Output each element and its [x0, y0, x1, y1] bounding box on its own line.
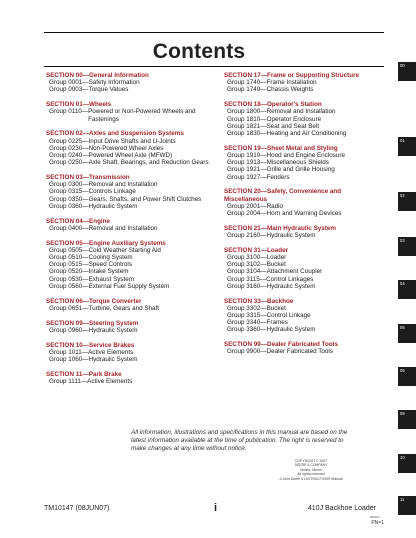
section-entry — [46, 298, 212, 312]
group-number: Group 1910— — [227, 152, 267, 160]
group-title: Bucket — [266, 304, 286, 312]
group-entry[interactable] — [224, 130, 384, 137]
copyright-line: DEERE & COMPANY — [294, 463, 328, 468]
group-entry[interactable] — [224, 86, 384, 93]
group-title: Chassis Weights — [266, 86, 314, 94]
group-number: Group 1830— — [227, 130, 267, 138]
group-number: Group 3100— — [227, 254, 267, 262]
group-entry[interactable] — [224, 166, 384, 173]
group-title: Dealer Fabricated Tools — [266, 348, 333, 356]
section-heading[interactable]: SECTION 04—Engine — [46, 217, 111, 225]
group-number: Group 3115— — [227, 275, 267, 283]
group-title: Intake System — [88, 268, 129, 276]
section-heading[interactable]: SECTION 05—Engine Auxiliary Systems — [46, 239, 166, 247]
section-tab-11[interactable]: 11 — [398, 496, 416, 515]
group-number: Group 1927— — [227, 173, 267, 181]
group-entry[interactable] — [46, 79, 212, 86]
group-entry[interactable] — [224, 268, 384, 275]
section-heading[interactable]: SECTION 01—Wheels — [46, 101, 112, 109]
group-title: Safety Information — [88, 79, 140, 87]
group-title: Exhaust System — [88, 275, 135, 283]
section-tab-10[interactable]: 10 — [398, 454, 416, 473]
group-entry[interactable] — [46, 283, 212, 290]
contents-right-column — [224, 72, 384, 363]
group-number: Group 0515— — [49, 261, 89, 269]
section-entry — [46, 240, 212, 290]
section-entry — [224, 247, 384, 290]
group-title: Control Linkage — [266, 312, 311, 320]
footer-doc-id: TM10147 (08JUN07) — [44, 505, 110, 512]
group-title: Control Linkages — [266, 275, 314, 283]
group-entry[interactable] — [46, 196, 212, 203]
group-title: External Fuel Supply System — [88, 282, 170, 290]
copyright-block — [275, 459, 347, 481]
group-entry[interactable] — [224, 283, 384, 290]
group-title: Hydraulic System — [88, 326, 138, 334]
group-entry[interactable] — [46, 276, 212, 283]
group-number: Group 1800— — [227, 108, 267, 116]
section-entry — [46, 218, 212, 232]
group-entry[interactable] — [46, 247, 212, 254]
section-heading[interactable]: SECTION 00—General Information — [46, 72, 149, 79]
group-entry[interactable] — [46, 86, 212, 93]
group-entry[interactable] — [46, 138, 212, 145]
group-number: Group 1060— — [49, 356, 89, 364]
group-title: Operator Enclosure — [266, 115, 322, 123]
disclaimer-notice: All information, illustrations and specifications in this manual are based on the latest information available at the time of publication. The right is reserved to make changes at any time without notice. — [131, 429, 348, 452]
group-title: Input Drive Shafts and U-Joints — [88, 137, 176, 145]
group-title: Gears, Shafts, and Power Shift Clutches — [88, 195, 202, 203]
group-number: Group 9900— — [227, 348, 267, 356]
group-title: Radio — [266, 202, 284, 210]
group-title: Hydraulic System — [266, 326, 316, 334]
section-tab-00[interactable]: 00 — [398, 62, 416, 81]
section-entry — [46, 342, 212, 364]
group-title: Removal and Installation — [266, 108, 336, 116]
section-heading[interactable]: SECTION 10—Service Brakes — [46, 341, 135, 349]
group-entry[interactable] — [224, 232, 384, 239]
group-title: Heating and Air Conditioning — [266, 130, 347, 138]
group-title: Hydraulic System — [88, 202, 138, 210]
section-heading[interactable]: SECTION 11—Park Brake — [46, 370, 122, 378]
section-heading[interactable]: SECTION 06—Torque Converter — [46, 297, 142, 305]
group-entry[interactable] — [224, 116, 384, 123]
group-entry[interactable] — [46, 108, 212, 122]
group-number: Group 0510— — [49, 254, 89, 262]
section-heading[interactable]: SECTION 33—Backhoe — [224, 297, 294, 305]
group-entry[interactable] — [46, 225, 212, 232]
group-title: Horn and Warning Devices — [266, 210, 342, 218]
section-heading[interactable]: SECTION 02—Axles and Suspension Systems — [46, 130, 184, 138]
group-entry[interactable] — [224, 174, 384, 181]
group-entry[interactable] — [224, 276, 384, 283]
group-title: Speed Controls — [88, 261, 132, 269]
group-entry[interactable] — [46, 145, 212, 152]
group-number: Group 0110— — [49, 108, 89, 116]
group-entry[interactable] — [224, 159, 384, 166]
group-number: Group 0520— — [49, 268, 89, 276]
group-number: Group 0350— — [49, 195, 89, 203]
group-entry[interactable] — [46, 268, 212, 275]
group-entry[interactable] — [46, 152, 212, 159]
group-number: Group 0360— — [49, 202, 89, 210]
section-heading[interactable]: SECTION 99—Dealer Fabricated Tools — [224, 341, 338, 349]
group-entry[interactable] — [46, 356, 212, 363]
group-number: Group 1111— — [49, 378, 88, 386]
group-entry[interactable] — [46, 181, 212, 188]
group-entry[interactable] — [224, 254, 384, 261]
footer-code: 060607 — [369, 515, 380, 519]
group-entry[interactable] — [224, 123, 384, 130]
group-entry[interactable] — [224, 152, 384, 159]
group-title: Cold Weather Starting Aid — [88, 246, 161, 254]
group-title: Seat and Seat Belt — [266, 122, 320, 130]
group-title: Bucket — [266, 261, 286, 269]
section-heading[interactable]: SECTION 18—Operator's Station — [224, 101, 322, 109]
group-entry[interactable] — [46, 327, 212, 334]
group-number: Group 0530— — [49, 275, 89, 283]
group-title: Active Elements — [88, 348, 134, 356]
group-title: Removal and Installation — [88, 224, 158, 232]
group-number: Group 0960— — [49, 326, 89, 334]
section-entry — [224, 225, 384, 239]
group-number: Group 0400— — [49, 224, 89, 232]
copyright-line: COPYRIGHT © 2007 — [294, 459, 328, 463]
group-title: Controls Linkage — [88, 188, 136, 196]
section-heading[interactable]: SECTION 09—Steering System — [46, 319, 139, 327]
group-number: Group 1011— — [49, 348, 89, 356]
footer-page-roman: i — [214, 502, 218, 514]
footer-page-number: PN=1 — [371, 520, 384, 526]
group-title: Hydraulic System — [266, 282, 316, 290]
group-entry[interactable] — [46, 254, 212, 261]
group-number: Group 1921— — [227, 166, 267, 174]
group-entry[interactable] — [224, 203, 384, 210]
group-title: Frames — [266, 319, 288, 327]
section-entry — [46, 320, 212, 334]
section-entry — [224, 188, 384, 217]
footer-model: 410J Backhoe Loader — [307, 505, 376, 512]
copyright-line: A John Deere ILLUSTRUCTION® Manual — [279, 476, 343, 481]
group-number: Group 0250— — [49, 159, 89, 167]
section-tab-01[interactable]: 01 — [398, 137, 416, 156]
section-entry — [46, 371, 212, 385]
group-number: Group 3302— — [227, 304, 267, 312]
group-title: Cooling System — [88, 254, 133, 262]
section-tab-04[interactable]: 04 — [398, 280, 416, 299]
group-entry[interactable] — [224, 261, 384, 268]
section-tab-03[interactable]: 03 — [398, 237, 416, 256]
section-entry — [46, 72, 212, 94]
group-number: Group 0560— — [49, 282, 89, 290]
group-title: Torque Values — [88, 86, 129, 94]
group-title: Grille and Grille Housing — [266, 166, 335, 174]
contents-left-column — [46, 72, 212, 393]
group-number: Group 0225— — [49, 137, 89, 145]
group-title: Non-Powered Wheel Axles — [88, 144, 164, 152]
group-title: Powered Wheel Axle (MFWD) — [88, 152, 173, 160]
group-number: Group 1740— — [227, 79, 267, 87]
group-number: Group 1810— — [227, 115, 267, 123]
group-entry[interactable] — [224, 79, 384, 86]
section-tab-05[interactable]: 05 — [398, 324, 416, 343]
group-title: Frame Installation — [266, 79, 317, 87]
group-title: Hood and Engine Enclosure — [266, 152, 345, 160]
group-number: Group 3340— — [227, 319, 267, 327]
group-entry[interactable] — [224, 305, 384, 312]
group-entry[interactable] — [46, 349, 212, 356]
group-entry[interactable] — [224, 108, 384, 115]
group-number: Group 0315— — [49, 188, 89, 196]
section-heading[interactable]: SECTION 20—Safety, Convenience and Miscellaneous — [224, 188, 342, 203]
group-number: Group 1749— — [227, 86, 267, 94]
group-number: Group 3360— — [227, 326, 267, 334]
group-entry[interactable] — [46, 378, 212, 385]
group-title: Powered or Non-Powered Wheels and Fastenings — [88, 108, 196, 123]
group-number: Group 0505— — [49, 246, 89, 254]
section-entry — [224, 298, 384, 334]
group-number: Group 0300— — [49, 181, 89, 189]
top-rule — [44, 32, 384, 33]
group-title: Fenders — [266, 173, 290, 181]
group-title: Active Elements — [87, 378, 133, 386]
group-title: Axle Shaft, Bearings, and Reduction Gears — [88, 159, 209, 167]
group-entry[interactable] — [46, 159, 212, 166]
section-entry — [224, 341, 384, 355]
group-entry[interactable] — [46, 261, 212, 268]
group-entry[interactable] — [224, 319, 384, 326]
group-number: Group 1913— — [227, 159, 267, 167]
group-title: Miscellaneous Shields — [266, 159, 329, 167]
group-number: Group 2160— — [227, 232, 267, 240]
group-title: Turbine, Gears and Shaft — [88, 304, 160, 312]
copyright-line: Moline, Illinois — [300, 467, 322, 472]
group-entry[interactable] — [46, 188, 212, 195]
group-title: Hydraulic System — [266, 232, 316, 240]
section-tab-09[interactable]: 09 — [398, 410, 416, 429]
group-number: Group 3104— — [227, 268, 267, 276]
section-tab-02[interactable]: 02 — [398, 192, 416, 211]
group-number: Group 1821— — [227, 122, 267, 130]
group-title: Removal and Installation — [88, 181, 158, 189]
group-title: Loader — [266, 254, 287, 262]
group-number: Group 0003— — [49, 86, 89, 94]
section-entry — [224, 145, 384, 181]
section-entry — [224, 101, 384, 137]
group-number: Group 0240— — [49, 152, 89, 160]
group-number: Group 3160— — [227, 282, 267, 290]
group-entry[interactable] — [224, 326, 384, 333]
group-number: Group 0230— — [49, 144, 89, 152]
group-number: Group 0001— — [49, 79, 89, 87]
section-heading[interactable]: SECTION 31—Loader — [224, 246, 289, 254]
group-title: Hydraulic System — [88, 356, 138, 364]
group-title: Attachment Coupler — [266, 268, 323, 276]
section-heading[interactable]: SECTION 21—Main Hydraulic System — [224, 224, 336, 232]
group-number: Group 3315— — [227, 312, 267, 320]
section-entry — [46, 174, 212, 210]
group-entry[interactable] — [224, 312, 384, 319]
section-heading[interactable]: SECTION 17—Frame or Supporting Structure — [224, 72, 360, 79]
group-number: Group 3102— — [227, 261, 267, 269]
section-tab-06[interactable]: 06 — [398, 367, 416, 386]
section-heading[interactable]: SECTION 03—Transmission — [46, 174, 130, 182]
group-number: Group 0651— — [49, 304, 89, 312]
title-underline — [44, 66, 384, 67]
page-title: Contents — [152, 40, 246, 63]
group-entry[interactable] — [46, 203, 212, 210]
group-entry[interactable] — [224, 348, 384, 355]
section-heading[interactable]: SECTION 19—Sheet Metal and Styling — [224, 144, 338, 152]
section-entry — [46, 130, 212, 166]
group-entry[interactable] — [224, 210, 384, 217]
copyright-line: All rights reserved — [297, 472, 325, 477]
section-entry — [224, 72, 384, 94]
group-entry[interactable] — [46, 305, 212, 312]
group-number: Group 2004— — [227, 210, 267, 218]
group-number: Group 2001— — [227, 202, 267, 210]
section-entry — [46, 101, 212, 123]
